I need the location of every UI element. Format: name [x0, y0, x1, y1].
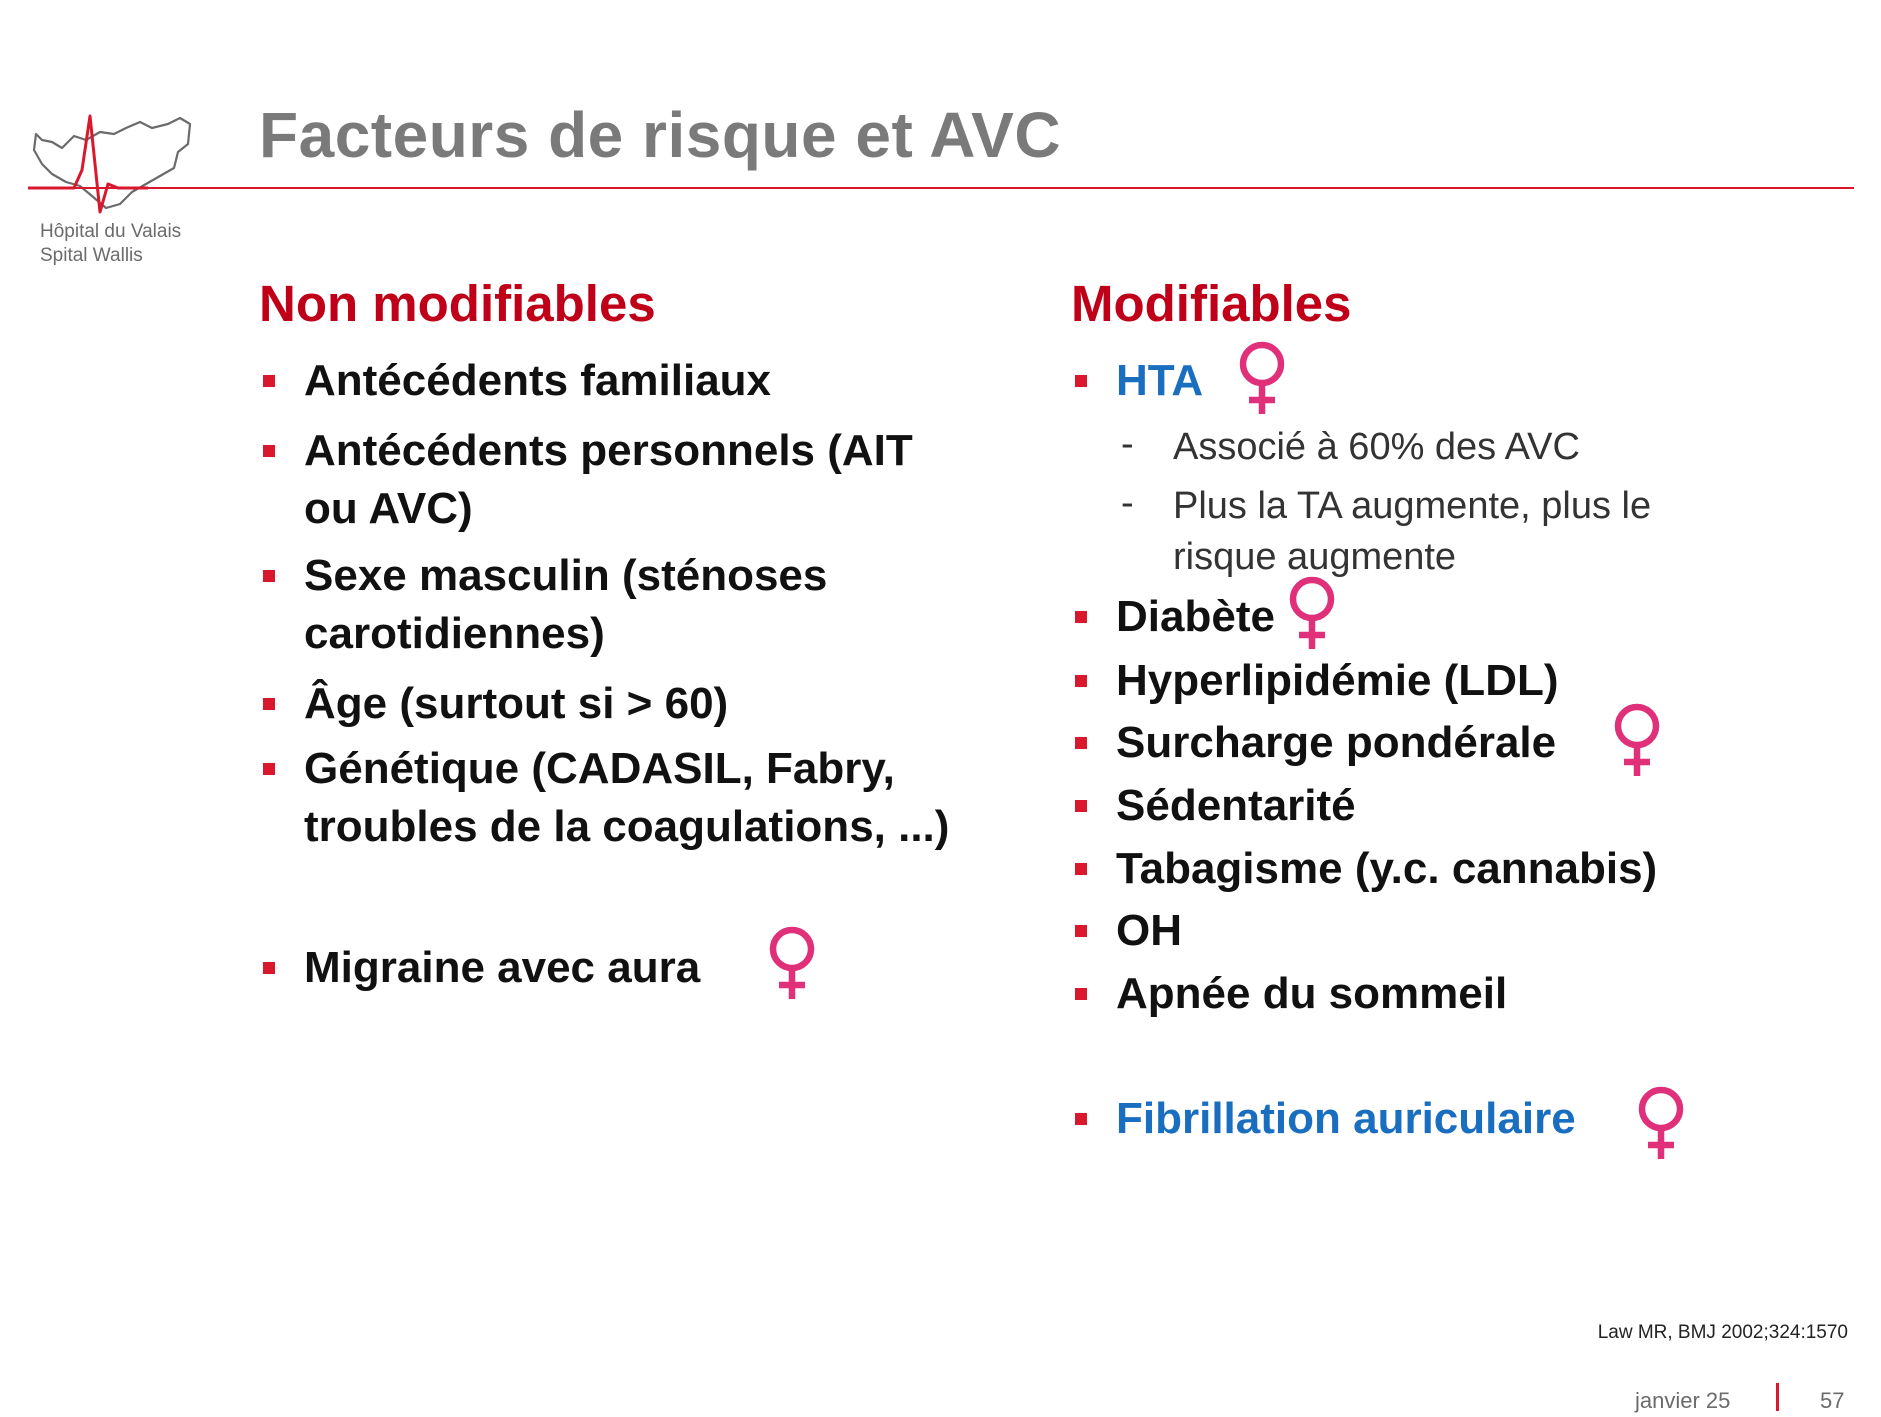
left-item-3-line-1: Sexe masculin (sténoses	[304, 551, 828, 600]
right-item-apnee: Apnée du sommeil	[1116, 969, 1508, 1018]
left-item-4: Âge (surtout si > 60)	[304, 679, 729, 728]
dash-bullet-icon: -	[1121, 423, 1134, 465]
left-item-6: Migraine avec aura	[304, 943, 701, 992]
square-bullet-icon	[1075, 675, 1087, 687]
venus-symbol-icon	[1285, 575, 1339, 651]
left-item-1: Antécédents familiaux	[304, 356, 772, 405]
square-bullet-icon	[1075, 863, 1087, 875]
hospital-logo-icon	[28, 112, 198, 222]
right-item-sedentarite: Sédentarité	[1116, 781, 1356, 830]
right-item-oh: OH	[1116, 906, 1182, 955]
venus-symbol-icon	[1610, 702, 1664, 778]
square-bullet-icon	[1075, 375, 1087, 387]
dash-bullet-icon: -	[1121, 482, 1134, 524]
square-bullet-icon	[263, 445, 275, 457]
square-bullet-icon	[263, 375, 275, 387]
footer-separator	[1776, 1383, 1779, 1411]
logo-line-2: Spital Wallis	[40, 245, 143, 266]
square-bullet-icon	[1075, 988, 1087, 1000]
right-item-tabagisme: Tabagisme (y.c. cannabis)	[1116, 844, 1658, 893]
hta-subitem-1: Associé à 60% des AVC	[1173, 426, 1580, 468]
left-item-2-line-1: Antécédents personnels (AIT	[304, 426, 913, 475]
footer-date: janvier 25	[1635, 1388, 1731, 1413]
left-item-2-line-2: ou AVC)	[304, 484, 473, 533]
logo-line-1: Hôpital du Valais	[40, 221, 182, 242]
right-item-hyperlipidemie: Hyperlipidémie (LDL)	[1116, 656, 1559, 705]
right-item-hta: HTA	[1116, 356, 1204, 405]
square-bullet-icon	[1075, 611, 1087, 623]
square-bullet-icon	[263, 698, 275, 710]
square-bullet-icon	[1075, 800, 1087, 812]
square-bullet-icon	[1075, 1113, 1087, 1125]
header-divider	[28, 187, 1854, 189]
logo-text	[40, 220, 181, 268]
square-bullet-icon	[263, 962, 275, 974]
left-column-heading: Non modifiables	[259, 275, 656, 332]
square-bullet-icon	[263, 570, 275, 582]
right-item-surcharge: Surcharge pondérale	[1116, 718, 1557, 767]
right-item-diabete: Diabète	[1116, 592, 1275, 641]
page-number: 57	[1820, 1388, 1845, 1413]
left-item-5-line-2: troubles de la coagulations, ...)	[304, 802, 950, 851]
square-bullet-icon	[263, 763, 275, 775]
venus-symbol-icon	[765, 925, 819, 1001]
venus-symbol-icon	[1634, 1085, 1688, 1161]
right-item-fibrillation: Fibrillation auriculaire	[1116, 1094, 1576, 1143]
hta-subitem-2-line-2: risque augmente	[1173, 536, 1457, 578]
square-bullet-icon	[1075, 925, 1087, 937]
hta-subitem-2-line-1: Plus la TA augmente, plus le	[1173, 485, 1652, 527]
slide-title: Facteurs de risque et AVC	[259, 99, 1062, 171]
left-item-3-line-2: carotidiennes)	[304, 609, 605, 658]
square-bullet-icon	[1075, 737, 1087, 749]
citation: Law MR, BMJ 2002;324:1570	[1597, 1322, 1848, 1343]
venus-symbol-icon	[1235, 340, 1289, 416]
right-column-heading: Modifiables	[1071, 275, 1352, 332]
left-item-5-line-1: Génétique (CADASIL, Fabry,	[304, 744, 895, 793]
